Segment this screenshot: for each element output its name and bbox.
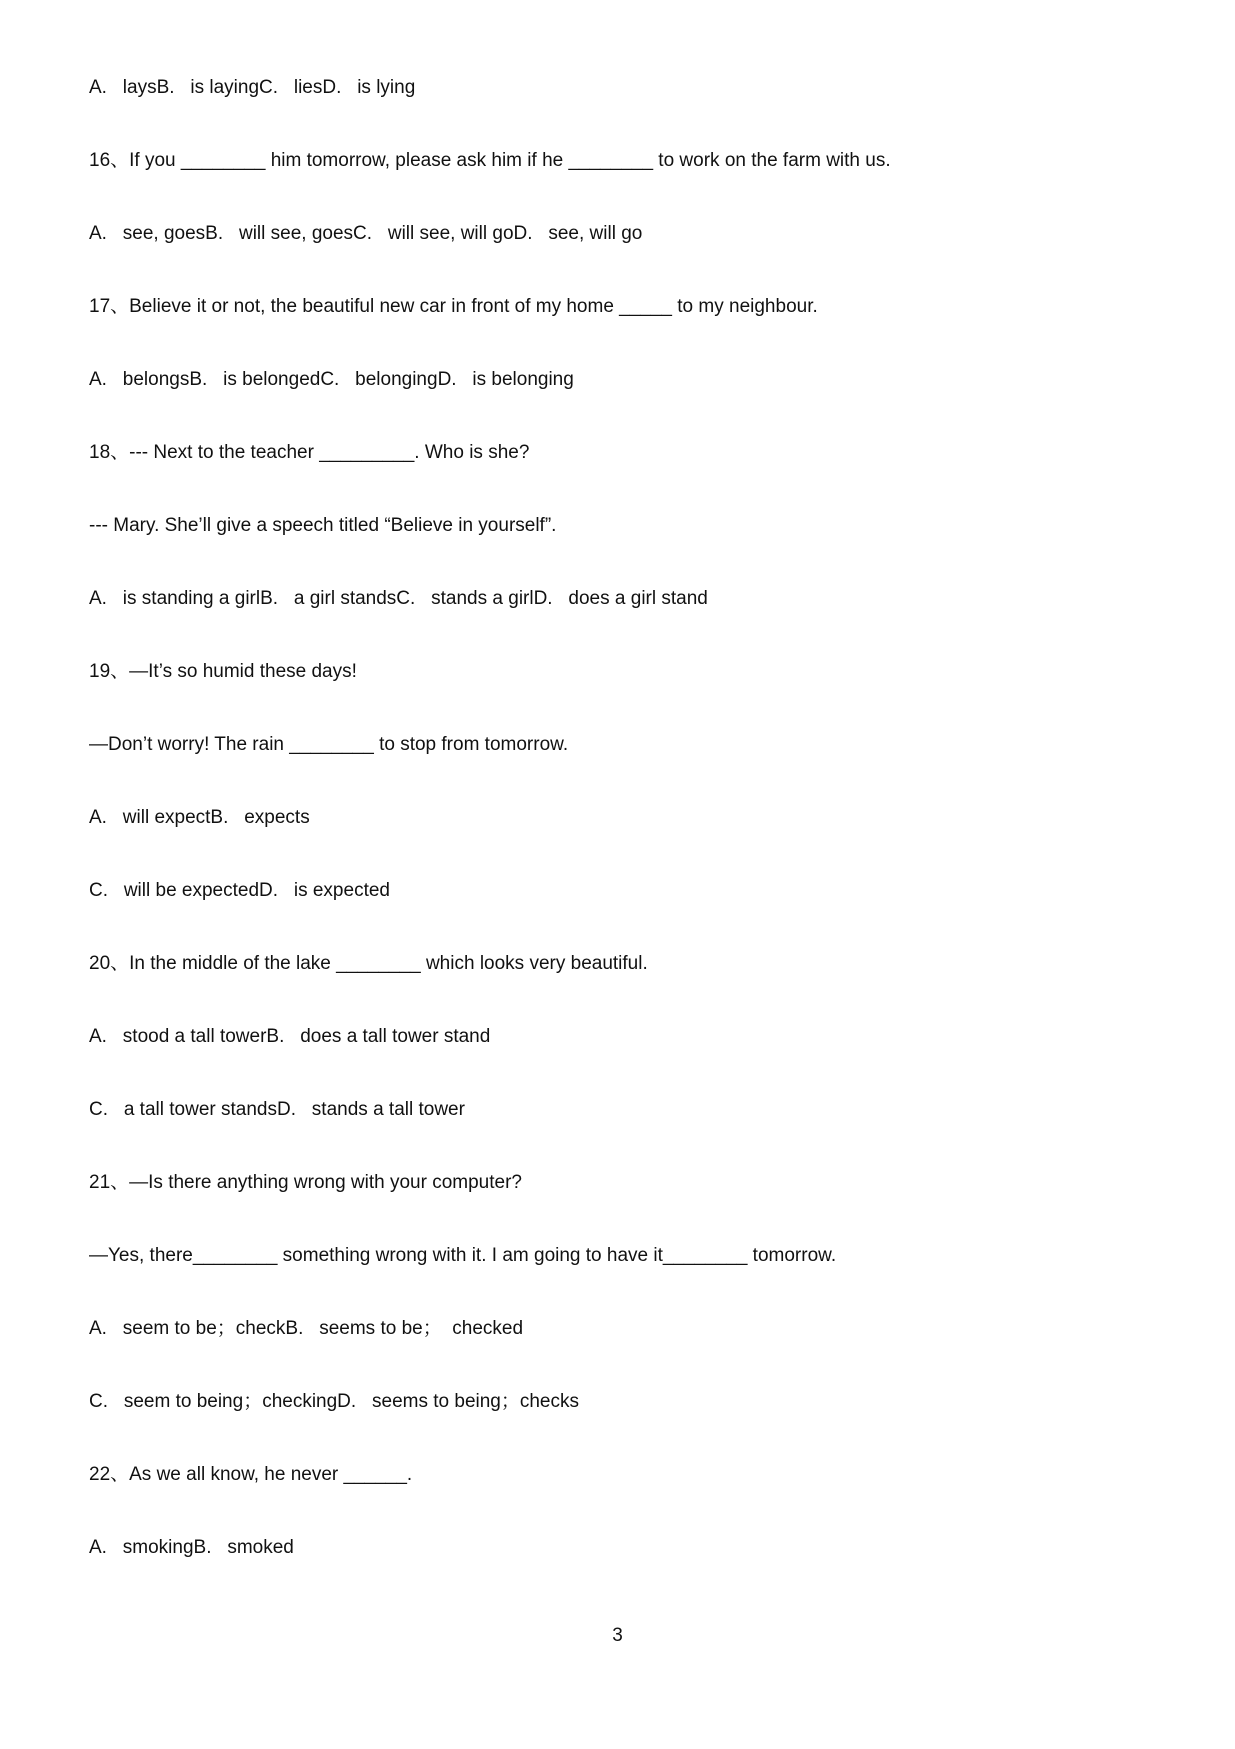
q21-options-cd: C. seem to being；checkingD. seems to being；checks [89, 1391, 580, 1412]
q15-options: A. laysB. is layingC. liesD. is lying [89, 77, 416, 98]
q20-options-cd: C. a tall tower standsD. stands a tall tower [89, 1099, 465, 1120]
q22-question: 22、As we all know, he never ______. [89, 1464, 413, 1485]
q17-question: 17、Believe it or not, the beautiful new car in front of my home _____ to my neighbour. [89, 296, 818, 317]
q16-options: A. see, goesB. will see, goesC. will see, will goD. see, will go [89, 223, 643, 244]
q21-question: 21、—Is there anything wrong with your computer? [89, 1172, 522, 1193]
q17-options: A. belongsB. is belongedC. belongingD. is belonging [89, 369, 574, 390]
q19-dialogue-response: —Don’t worry! The rain ________ to stop from tomorrow. [89, 734, 569, 755]
q20-question: 20、In the middle of the lake ________ which looks very beautiful. [89, 953, 648, 974]
q16-question: 16、If you ________ him tomorrow, please ask him if he ________ to work on the farm with us. [89, 150, 891, 171]
q22-options-ab: A. smokingB. smoked [89, 1537, 294, 1558]
q20-options-ab: A. stood a tall towerB. does a tall tower stand [89, 1026, 491, 1047]
q21-dialogue-response: —Yes, there________ something wrong with it. I am going to have it________ tomorrow. [89, 1245, 837, 1266]
q19-options-ab: A. will expectB. expects [89, 807, 310, 828]
page-number: 3 [612, 1625, 623, 1646]
question-content [89, 76, 1149, 1609]
q21-options-ab: A. seem to be；checkB. seems to be； checked [89, 1318, 524, 1339]
q18-options: A. is standing a girlB. a girl standsC. stands a girlD. does a girl stand [89, 588, 708, 609]
q19-options-cd: C. will be expectedD. is expected [89, 880, 390, 901]
q18-dialogue-response: --- Mary. She’ll give a speech titled “Believe in yourself”. [89, 515, 557, 536]
q19-question: 19、—It’s so humid these days! [89, 661, 357, 682]
q18-question: 18、--- Next to the teacher _________. Who is she? [89, 442, 530, 463]
